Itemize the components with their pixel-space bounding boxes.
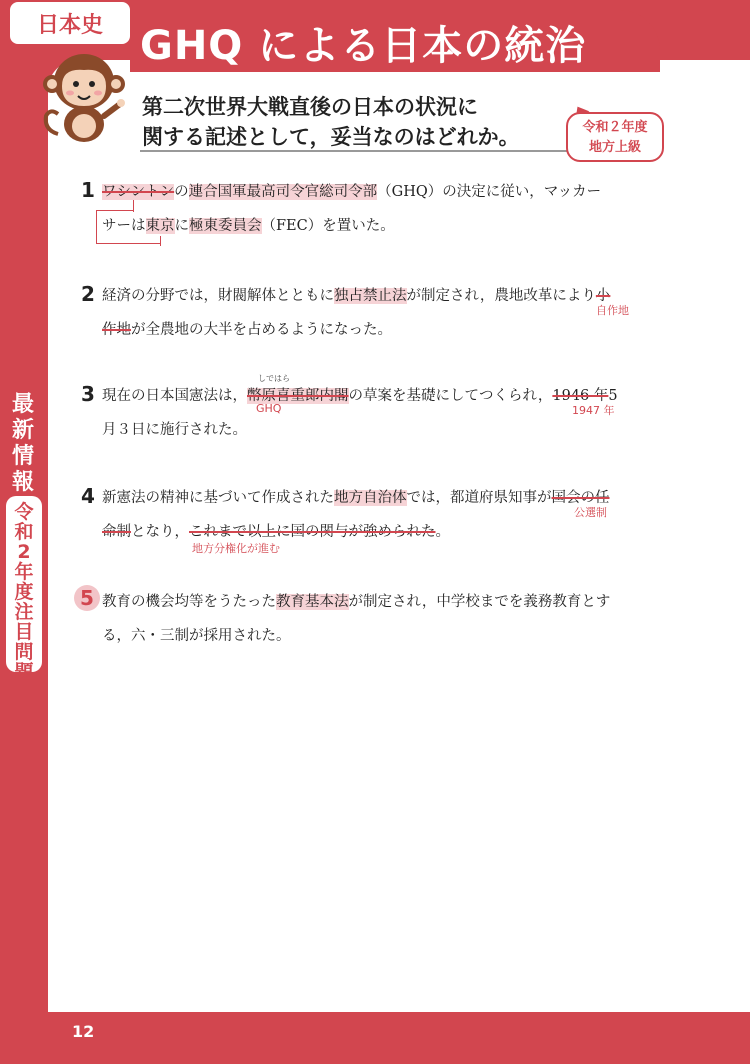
text-fragment: 教育の機会均等をうたった <box>102 594 276 610</box>
option-2 <box>78 282 648 342</box>
option-line <box>102 284 610 305</box>
option-number: 1 <box>81 178 95 202</box>
correction-note: 地方分権化が進む <box>192 542 280 555</box>
side-tab-heading-text: 最新情報 <box>12 392 35 495</box>
text-fragment: サーは <box>102 218 146 234</box>
text-fragment: に <box>174 218 189 234</box>
key-term: 連合国軍最高司令官総司令部 <box>188 184 378 200</box>
side-tab-heading <box>6 392 40 496</box>
correction-note: 1947 年 <box>572 404 615 417</box>
option-number: 3 <box>81 382 95 406</box>
text-fragment: 5 <box>608 388 618 404</box>
swap-arrow-top <box>96 210 134 211</box>
question-underline <box>140 150 570 152</box>
correction-note: 公選制 <box>574 506 607 519</box>
page-number: 12 <box>72 1022 95 1041</box>
question-line-1: 第二次世界大戦直後の日本の状況に <box>142 95 478 119</box>
option-number: 4 <box>81 484 95 508</box>
text-fragment: 経済の分野では，財閥解体とともに <box>102 288 334 304</box>
side-tab-label <box>6 496 42 683</box>
struck-term: 国会の任 <box>551 490 610 506</box>
text-fragment: 。 <box>435 524 450 540</box>
struck-term: これまで以上に国の関与が強められた <box>189 524 436 540</box>
struck-term: 作地 <box>102 322 131 338</box>
text-fragment: 現在の日本国憲法は， <box>102 388 247 404</box>
swap-arrow-left <box>96 210 160 244</box>
option-3 <box>78 374 648 442</box>
text-fragment: となり， <box>131 524 189 540</box>
text-fragment: が制定され，農地改革により <box>406 288 596 304</box>
question-line-2: 関する記述として，妥当なのはどれか。 <box>142 125 520 149</box>
text-fragment: が全農地の大半を占めるようになった。 <box>131 322 392 338</box>
option-line <box>102 180 601 201</box>
struck-term: 小 <box>595 288 611 304</box>
text-fragment: 月３日に施行された。 <box>102 422 247 438</box>
text-fragment: 新憲法の精神に基づいて作成された <box>102 490 334 506</box>
subject-text: 日本史 <box>36 12 103 38</box>
option-line <box>102 520 450 541</box>
struck-term: 1946 年 <box>552 388 609 404</box>
key-term: 教育基本法 <box>276 594 349 610</box>
swap-arrow-up <box>133 200 134 212</box>
correction-note: GHQ <box>256 402 282 415</box>
text-fragment: の <box>174 184 189 200</box>
exam-year: 令和２年度 <box>582 120 648 135</box>
option-5 <box>78 588 648 648</box>
swap-arrow-down <box>160 236 161 246</box>
correction-note: 自作地 <box>596 304 629 317</box>
text-fragment: る，六・三制が採用された。 <box>102 628 291 644</box>
option-line <box>102 624 291 645</box>
option-line <box>102 486 610 507</box>
key-term: 地方自治体 <box>334 490 407 506</box>
text-fragment: では，都道府県知事が <box>406 490 552 506</box>
option-1 <box>78 178 648 248</box>
exam-badge <box>566 112 664 162</box>
furigana: しではら <box>258 374 290 383</box>
option-number: 2 <box>81 282 95 306</box>
option-line <box>102 418 247 439</box>
struck-term: ワシントン <box>102 184 175 200</box>
key-term: 東京 <box>145 218 175 234</box>
page-title: GHQ による日本の統治 <box>140 23 587 69</box>
struck-term: 幣原喜重郎内閣 <box>247 388 349 404</box>
text-fragment: の草案を基礎にしてつくられ， <box>348 388 553 404</box>
monkey-mascot-icon <box>40 46 126 146</box>
text-fragment: （GHQ）の決定に従い，マッカー <box>377 184 602 200</box>
exam-type: 地方上級 <box>588 140 641 155</box>
text-fragment: （FEC）を置いた。 <box>261 218 395 234</box>
struck-term: 命制 <box>102 524 131 540</box>
option-4 <box>78 484 648 554</box>
option-line <box>102 590 610 611</box>
text-fragment: が制定され，中学校までを義務教育とす <box>348 594 611 610</box>
option-line <box>102 384 618 405</box>
question-text <box>142 92 562 152</box>
subject-label <box>10 2 130 44</box>
key-term: 独占禁止法 <box>334 288 407 304</box>
correct-answer-number: 5 <box>74 585 100 611</box>
option-line <box>102 318 392 339</box>
side-tab-label-text: 令和2年度注目問題 <box>14 501 34 683</box>
key-term: 極東委員会 <box>189 218 262 234</box>
